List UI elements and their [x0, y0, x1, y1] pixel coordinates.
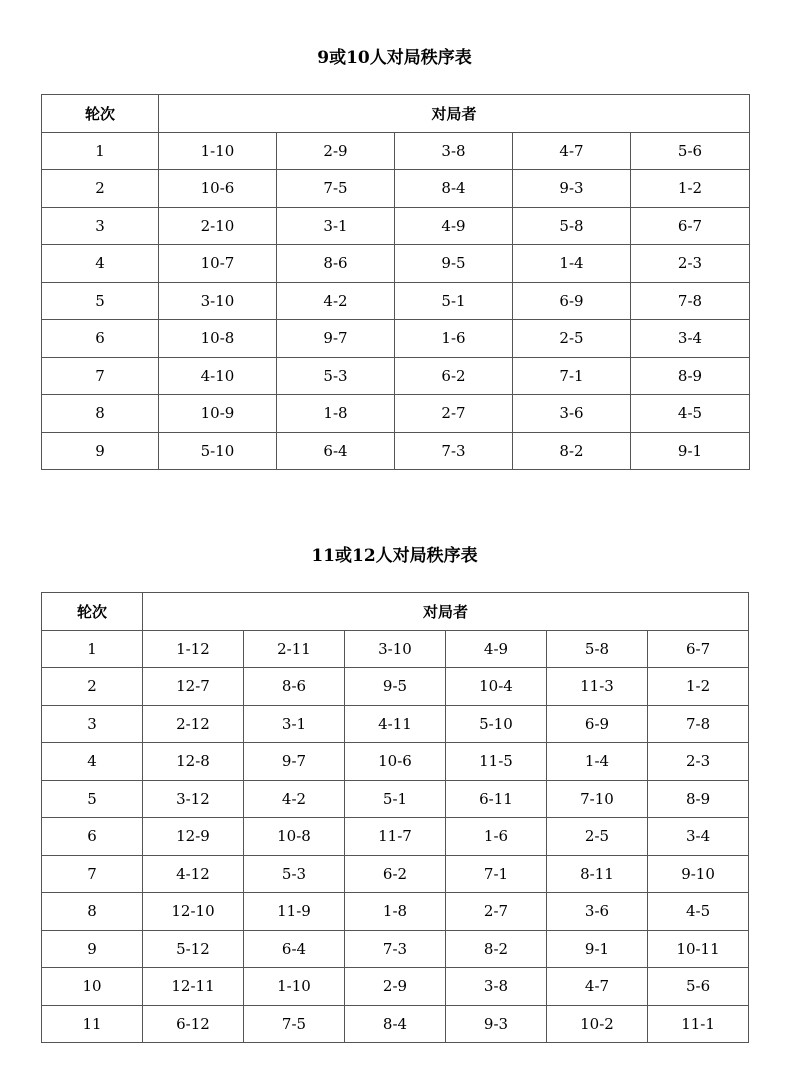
pairing-cell: 11-3 — [547, 668, 648, 706]
round-cell: 8 — [42, 893, 143, 931]
round-header: 轮次 — [42, 593, 143, 631]
pairing-cell: 4-7 — [547, 968, 648, 1006]
pairing-cell: 8-9 — [631, 357, 750, 395]
pairing-cell: 9-1 — [631, 432, 750, 470]
pairing-cell: 2-11 — [244, 630, 345, 668]
table-header-row — [42, 95, 750, 133]
pairing-cell: 4-2 — [244, 780, 345, 818]
pairing-cell: 11-5 — [446, 743, 547, 781]
pairing-cell: 6-7 — [631, 207, 750, 245]
table-row — [42, 705, 749, 743]
round-cell: 3 — [42, 207, 159, 245]
schedule-table-9-10 — [41, 94, 750, 470]
pairing-cell: 8-9 — [648, 780, 749, 818]
pairing-cell: 10-11 — [648, 930, 749, 968]
pairing-cell: 10-7 — [159, 245, 277, 283]
pairing-cell: 7-3 — [395, 432, 513, 470]
pairing-cell: 5-3 — [244, 855, 345, 893]
pairing-cell: 7-1 — [446, 855, 547, 893]
pairing-cell: 9-1 — [547, 930, 648, 968]
table-row — [42, 743, 749, 781]
pairing-cell: 7-5 — [244, 1005, 345, 1043]
pairing-cell: 5-6 — [648, 968, 749, 1006]
pairing-cell: 11-1 — [648, 1005, 749, 1043]
pairing-cell: 7-5 — [277, 170, 395, 208]
pairing-cell: 2-5 — [547, 818, 648, 856]
pairing-cell: 3-10 — [345, 630, 446, 668]
pairing-cell: 4-9 — [395, 207, 513, 245]
pairing-cell: 12-7 — [143, 668, 244, 706]
pairing-cell: 4-5 — [631, 395, 750, 433]
pairing-cell: 9-7 — [277, 320, 395, 358]
pairing-cell: 3-4 — [631, 320, 750, 358]
round-cell: 5 — [42, 282, 159, 320]
table-header-row — [42, 593, 749, 631]
pairing-cell: 3-4 — [648, 818, 749, 856]
pairing-cell: 5-10 — [446, 705, 547, 743]
table-row — [42, 320, 750, 358]
pairing-cell: 11-7 — [345, 818, 446, 856]
pairing-cell: 2-3 — [648, 743, 749, 781]
pairing-cell: 2-7 — [395, 395, 513, 433]
pairing-cell: 9-5 — [345, 668, 446, 706]
table-row — [42, 432, 750, 470]
table-row — [42, 968, 749, 1006]
pairing-cell: 3-6 — [513, 395, 631, 433]
pairing-cell: 5-3 — [277, 357, 395, 395]
pairing-cell: 12-9 — [143, 818, 244, 856]
pairing-cell: 4-10 — [159, 357, 277, 395]
table-row — [42, 855, 749, 893]
pairing-cell: 6-4 — [277, 432, 395, 470]
pairing-cell: 1-12 — [143, 630, 244, 668]
table-row — [42, 668, 749, 706]
pairing-cell: 1-8 — [277, 395, 395, 433]
pairing-cell: 1-4 — [547, 743, 648, 781]
table-row — [42, 132, 750, 170]
pairing-cell: 9-3 — [513, 170, 631, 208]
pairing-cell: 5-6 — [631, 132, 750, 170]
round-cell: 7 — [42, 357, 159, 395]
table-row — [42, 893, 749, 931]
pair-header: 对局者 — [159, 95, 750, 133]
pairing-cell: 1-2 — [631, 170, 750, 208]
table1-title: 9或10人对局秩序表 — [317, 48, 472, 68]
table-row — [42, 357, 750, 395]
round-cell: 3 — [42, 705, 143, 743]
pairing-cell: 10-4 — [446, 668, 547, 706]
pairing-cell: 1-6 — [446, 818, 547, 856]
pairing-cell: 3-12 — [143, 780, 244, 818]
pairing-cell: 2-12 — [143, 705, 244, 743]
pairing-cell: 8-2 — [446, 930, 547, 968]
round-cell: 6 — [42, 320, 159, 358]
pairing-cell: 6-2 — [395, 357, 513, 395]
table-row — [42, 630, 749, 668]
pairing-cell: 3-8 — [446, 968, 547, 1006]
pairing-cell: 3-10 — [159, 282, 277, 320]
pairing-cell: 2-7 — [446, 893, 547, 931]
pairing-cell: 3-6 — [547, 893, 648, 931]
pairing-cell: 5-12 — [143, 930, 244, 968]
pairing-cell: 3-8 — [395, 132, 513, 170]
pairing-cell: 3-1 — [277, 207, 395, 245]
pairing-cell: 5-8 — [513, 207, 631, 245]
pairing-cell: 2-9 — [277, 132, 395, 170]
pairing-cell: 3-1 — [244, 705, 345, 743]
pairing-cell: 5-1 — [395, 282, 513, 320]
pairing-cell: 8-6 — [277, 245, 395, 283]
pairing-cell: 1-2 — [648, 668, 749, 706]
table-row — [42, 395, 750, 433]
pairing-cell: 5-8 — [547, 630, 648, 668]
round-header: 轮次 — [42, 95, 159, 133]
pairing-cell: 6-4 — [244, 930, 345, 968]
pairing-cell: 8-4 — [345, 1005, 446, 1043]
pairing-cell: 12-8 — [143, 743, 244, 781]
pairing-cell: 4-12 — [143, 855, 244, 893]
round-cell: 10 — [42, 968, 143, 1006]
pairing-cell: 8-4 — [395, 170, 513, 208]
pairing-cell: 7-3 — [345, 930, 446, 968]
round-cell: 6 — [42, 818, 143, 856]
round-cell: 9 — [42, 930, 143, 968]
pairing-cell: 6-9 — [547, 705, 648, 743]
pairing-cell: 6-12 — [143, 1005, 244, 1043]
pairing-cell: 1-4 — [513, 245, 631, 283]
table-row — [42, 207, 750, 245]
pairing-cell: 9-7 — [244, 743, 345, 781]
pairing-cell: 1-6 — [395, 320, 513, 358]
round-cell: 9 — [42, 432, 159, 470]
pairing-cell: 4-7 — [513, 132, 631, 170]
pairing-cell: 4-2 — [277, 282, 395, 320]
pairing-cell: 8-11 — [547, 855, 648, 893]
round-cell: 4 — [42, 743, 143, 781]
pairing-cell: 10-6 — [159, 170, 277, 208]
pairing-cell: 10-6 — [345, 743, 446, 781]
pairing-cell: 5-10 — [159, 432, 277, 470]
pairing-cell: 7-8 — [631, 282, 750, 320]
pairing-cell: 8-6 — [244, 668, 345, 706]
pairing-cell: 10-8 — [159, 320, 277, 358]
table-row — [42, 282, 750, 320]
round-cell: 1 — [42, 132, 159, 170]
pairing-cell: 12-11 — [143, 968, 244, 1006]
pairing-cell: 2-10 — [159, 207, 277, 245]
round-cell: 11 — [42, 1005, 143, 1043]
pairing-cell: 2-3 — [631, 245, 750, 283]
round-cell: 1 — [42, 630, 143, 668]
pairing-cell: 1-10 — [159, 132, 277, 170]
pairing-cell: 1-8 — [345, 893, 446, 931]
round-cell: 7 — [42, 855, 143, 893]
round-cell: 4 — [42, 245, 159, 283]
round-cell: 2 — [42, 170, 159, 208]
pairing-cell: 10-9 — [159, 395, 277, 433]
pairing-cell: 4-5 — [648, 893, 749, 931]
pairing-cell: 6-11 — [446, 780, 547, 818]
table-row — [42, 1005, 749, 1043]
round-cell: 5 — [42, 780, 143, 818]
pairing-cell: 2-9 — [345, 968, 446, 1006]
pairing-cell: 7-1 — [513, 357, 631, 395]
table2-title: 11或12人对局秩序表 — [311, 546, 478, 566]
table-row — [42, 818, 749, 856]
pairing-cell: 12-10 — [143, 893, 244, 931]
pairing-cell: 10-2 — [547, 1005, 648, 1043]
table-row — [42, 780, 749, 818]
pairing-cell: 2-5 — [513, 320, 631, 358]
table-row — [42, 930, 749, 968]
pairing-cell: 6-9 — [513, 282, 631, 320]
pairing-cell: 9-10 — [648, 855, 749, 893]
pairing-cell: 7-10 — [547, 780, 648, 818]
pairing-cell: 9-5 — [395, 245, 513, 283]
pairing-cell: 7-8 — [648, 705, 749, 743]
schedule-table-11-12 — [41, 592, 749, 1043]
round-cell: 2 — [42, 668, 143, 706]
pairing-cell: 5-1 — [345, 780, 446, 818]
pairing-cell: 4-11 — [345, 705, 446, 743]
pairing-cell: 4-9 — [446, 630, 547, 668]
pair-header: 对局者 — [143, 593, 749, 631]
pairing-cell: 10-8 — [244, 818, 345, 856]
pairing-cell: 6-2 — [345, 855, 446, 893]
pairing-cell: 9-3 — [446, 1005, 547, 1043]
pairing-cell: 6-7 — [648, 630, 749, 668]
round-cell: 8 — [42, 395, 159, 433]
pairing-cell: 1-10 — [244, 968, 345, 1006]
pairing-cell: 11-9 — [244, 893, 345, 931]
pairing-cell: 8-2 — [513, 432, 631, 470]
table-row — [42, 245, 750, 283]
table-row — [42, 170, 750, 208]
